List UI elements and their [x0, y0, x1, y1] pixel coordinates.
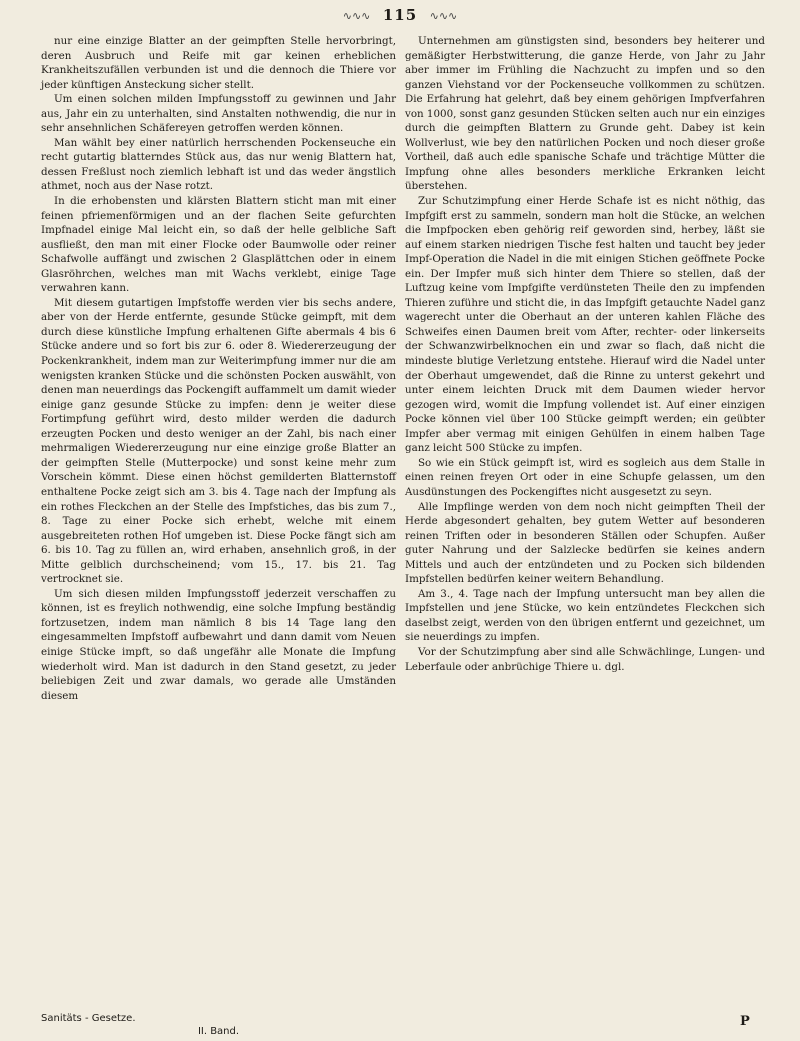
left-column [41, 34, 396, 703]
ornament-right: ∿∿∿ [429, 9, 458, 23]
paragraph: Zur Schutzimpfung einer Herde Schafe ist es nicht nöthig, das Impfgift erst zu sammeln, sondern man holt die Stücke, an welchen die Impfpocken eben gehörig reif geworden sind, herbey, läßt sie auf einem starken niedrigen Tische fest halten und taucht bey jeder Impf-Operation die Nadel in die mit einigen Stichen geöffnete Pocke ein. Der Impfer muß sich hinter dem Thiere so stellen, daß der Luftzug keine vom Impfgifte verdünsteten Theile den zu impfenden Thieren zuführe und sticht die, in das Impfgift getauchte Nadel ganz wagerecht unter die Oberhaut an der unteren kahlen Fläche des Schweifes einen Daumen breit vom After, rechter- oder linkerseits der Schwanzwirbelknochen ein und zwar so flach, daß nicht die mindeste blutige Verletzung entstehe. Hierauf wird die Nadel unter der Oberhaut umgewendet, daß die Rinne zu unterst gekehrt und unter einem leichten Druck mit dem Daumen wieder hervor gezogen wird, womit die Impfung vollendet ist. Auf einer einzigen Pocke können viel über 100 Stücke geimpft werden; ein geübter Impfer aber vermag mit einigen Gehülfen in einem halben Tage ganz leicht 500 Stücke zu impfen. [405, 195, 765, 455]
signature-mark: P [740, 1014, 750, 1029]
ornament-left: ∿∿∿ [342, 9, 371, 23]
paragraph: Alle Impflinge werden von dem noch nicht geimpften Theil der Herde abgesondert gehalten, bey gutem Wetter auf besonderen reinen Triften oder in besonderen Ställen oder Schupfen. Außer guter Nahrung und der Salzlecke bedürfen sie keines andern Mittels und auch der entzündeten und zu Pocken sich bildenden Impfstellen bedürfen keiner weitern Behandlung. [405, 500, 765, 586]
paragraph: nur eine einzige Blatter an der geimpften Stelle hervorbringt, deren Ausbruch und Reife mit gar keinen erheblichen Krankheitszufällen verbunden ist und die dennoch die Thiere vor jeder künftigen Ansteckung sicher stellt. [41, 35, 396, 91]
page-header [0, 6, 800, 30]
page-footer [41, 1012, 396, 1040]
footer-title: Sanitäts - Gesetze. [41, 1013, 136, 1024]
paragraph: Um sich diesen milden Impfungsstoff jederzeit verschaffen zu können, ist es freylich nothwendig, eine solche Impfung beständig fortzusetzen, indem man nämlich 8 bis 14 Tage lang den eingesammelten Impfstoff aufbewahrt und dann damit vom Neuen einige Stücke impft, so daß ungefähr alle Monate die Impfung wiederholt wird. Man ist dadurch in den Stand gesetzt, zu jeder beliebigen Zeit und zwar damals, wo gerade alle Umständen diesem [41, 587, 396, 702]
paragraph: Unternehmen am günstigsten sind, besonders bey heiterer und gemäßigter Herbstwitterung, die ganze Herde, von Jahr zu Jahr aber immer im Frühling die Nachzucht zu impfen und so den ganzen Viehstand vor der Pockenseuche vollkommen zu schützen. Die Erfahrung hat gelehrt, daß bey einem gehörigen Impfverfahren von 1000, sonst ganz gesunden Stücken selten auch nur ein einziges durch die geimpften Blattern zu Grunde geht. Dabey ist kein Wollverlust, wie bey den natürlichen Pocken und noch dieser große Vortheil, daß auch edle spanische Schafe und trächtige Mütter die Impfung ohne alles besonders merkliche Erkranken leicht überstehen. [405, 35, 765, 193]
paragraph: Vor der Schutzimpfung aber sind alle Schwächlinge, Lungen- und Leberfaule oder anbrüchige Thiere u. dgl. [405, 645, 765, 673]
paragraph: Man wählt bey einer natürlich herrschenden Pockenseuche ein recht gutartig blatterndes Stück aus, das nur wenig Blattern hat, dessen Freßlust noch ziemlich lebhaft ist und das weder ängstlich athmet, noch aus der Nase rotzt. [41, 136, 396, 193]
paragraph: So wie ein Stück geimpft ist, wird es sogleich aus dem Stalle in einen reinen freyen Ort oder in eine Schupfe gelassen, um den Ausdünstungen des Pockengiftes nicht ausgesetzt zu seyn. [405, 456, 765, 498]
paragraph: Am 3., 4. Tage nach der Impfung untersucht man bey allen die Impfstellen und jene Stücke, wo kein entzündetes Fleckchen sich daselbst zeigt, werden von den übrigen entfernt und gezeichnet, um sie neuerdings zu impfen. [405, 587, 765, 644]
paragraph: Um einen solchen milden Impfungsstoff zu gewinnen und Jahr aus, Jahr ein zu unterhalten, sind Anstalten nothwendig, die nur in sehr ansehnlichen Schäfereyen getroffen werden können. [41, 93, 396, 135]
right-column [405, 34, 765, 674]
paragraph: In die erhobensten und klärsten Blattern sticht man mit einer feinen pfriemenförmigen und an der flachen Seite gefurchten Impfnadel einige Mal leicht ein, so daß der helle gelbliche Saft ausfließt, den man mit einer Flocke oder Baumwolle oder reiner Schafwolle auffängt und zwischen 2 Glasplättchen oder in einem Glasröhrchen, welches man mit Wachs verklebt, einige Tage verwahren kann. [41, 195, 396, 295]
paragraph: Mit diesem gutartigen Impfstoffe werden vier bis sechs andere, aber von der Herde entfernte, gesunde Stücke geimpft, mit dem durch diese künstliche Impfung erhaltenen Gifte abermals 4 bis 6 Stücke andere und so fort bis zur 6. oder 8. Wiedererzeugung der Pockenkrankheit, indem man zur Weiterimpfung immer nur die am wenigsten kranken Stücke und die schönsten Pocken auswählt, von denen man neuerdings das Pockengift auffammelt um damit wieder einige ganz gesunde Stücke zu impfen: denn je weiter diese Fortimpfung geführt wird, desto milder werden die dadurch erzeugten Pocken und desto weniger an der Zahl, bis nach einer mehrmaligen Wiedererzeugung nur eine einzige große Blatter an der geimpften Stelle (Mutterpocke) und sonst keine mehr zum Vorschein kömmt. Diese einen höchst gemilderten Blatternstoff enthaltene Pocke zeigt sich am 3. bis 4. Tage nach der Impfung als ein rothes Fleckchen an der Stelle des Impfstiches, das bis zum 7., 8. Tage zu einer Pocke sich erhebt, welche mit einem ausgebreiteten rothen Hof umgeben ist. Diese Pocke fängt sich am 6. bis 10. Tag zu füllen an, wird erhaben, ansehnlich groß, in der Mitte gelblich durchscheinend; vom 15., 17. bis 21. Tag vertrocknet sie. [41, 296, 396, 586]
footer-volume: II. Band. [197, 1026, 240, 1037]
page-number: 115 [382, 6, 418, 24]
